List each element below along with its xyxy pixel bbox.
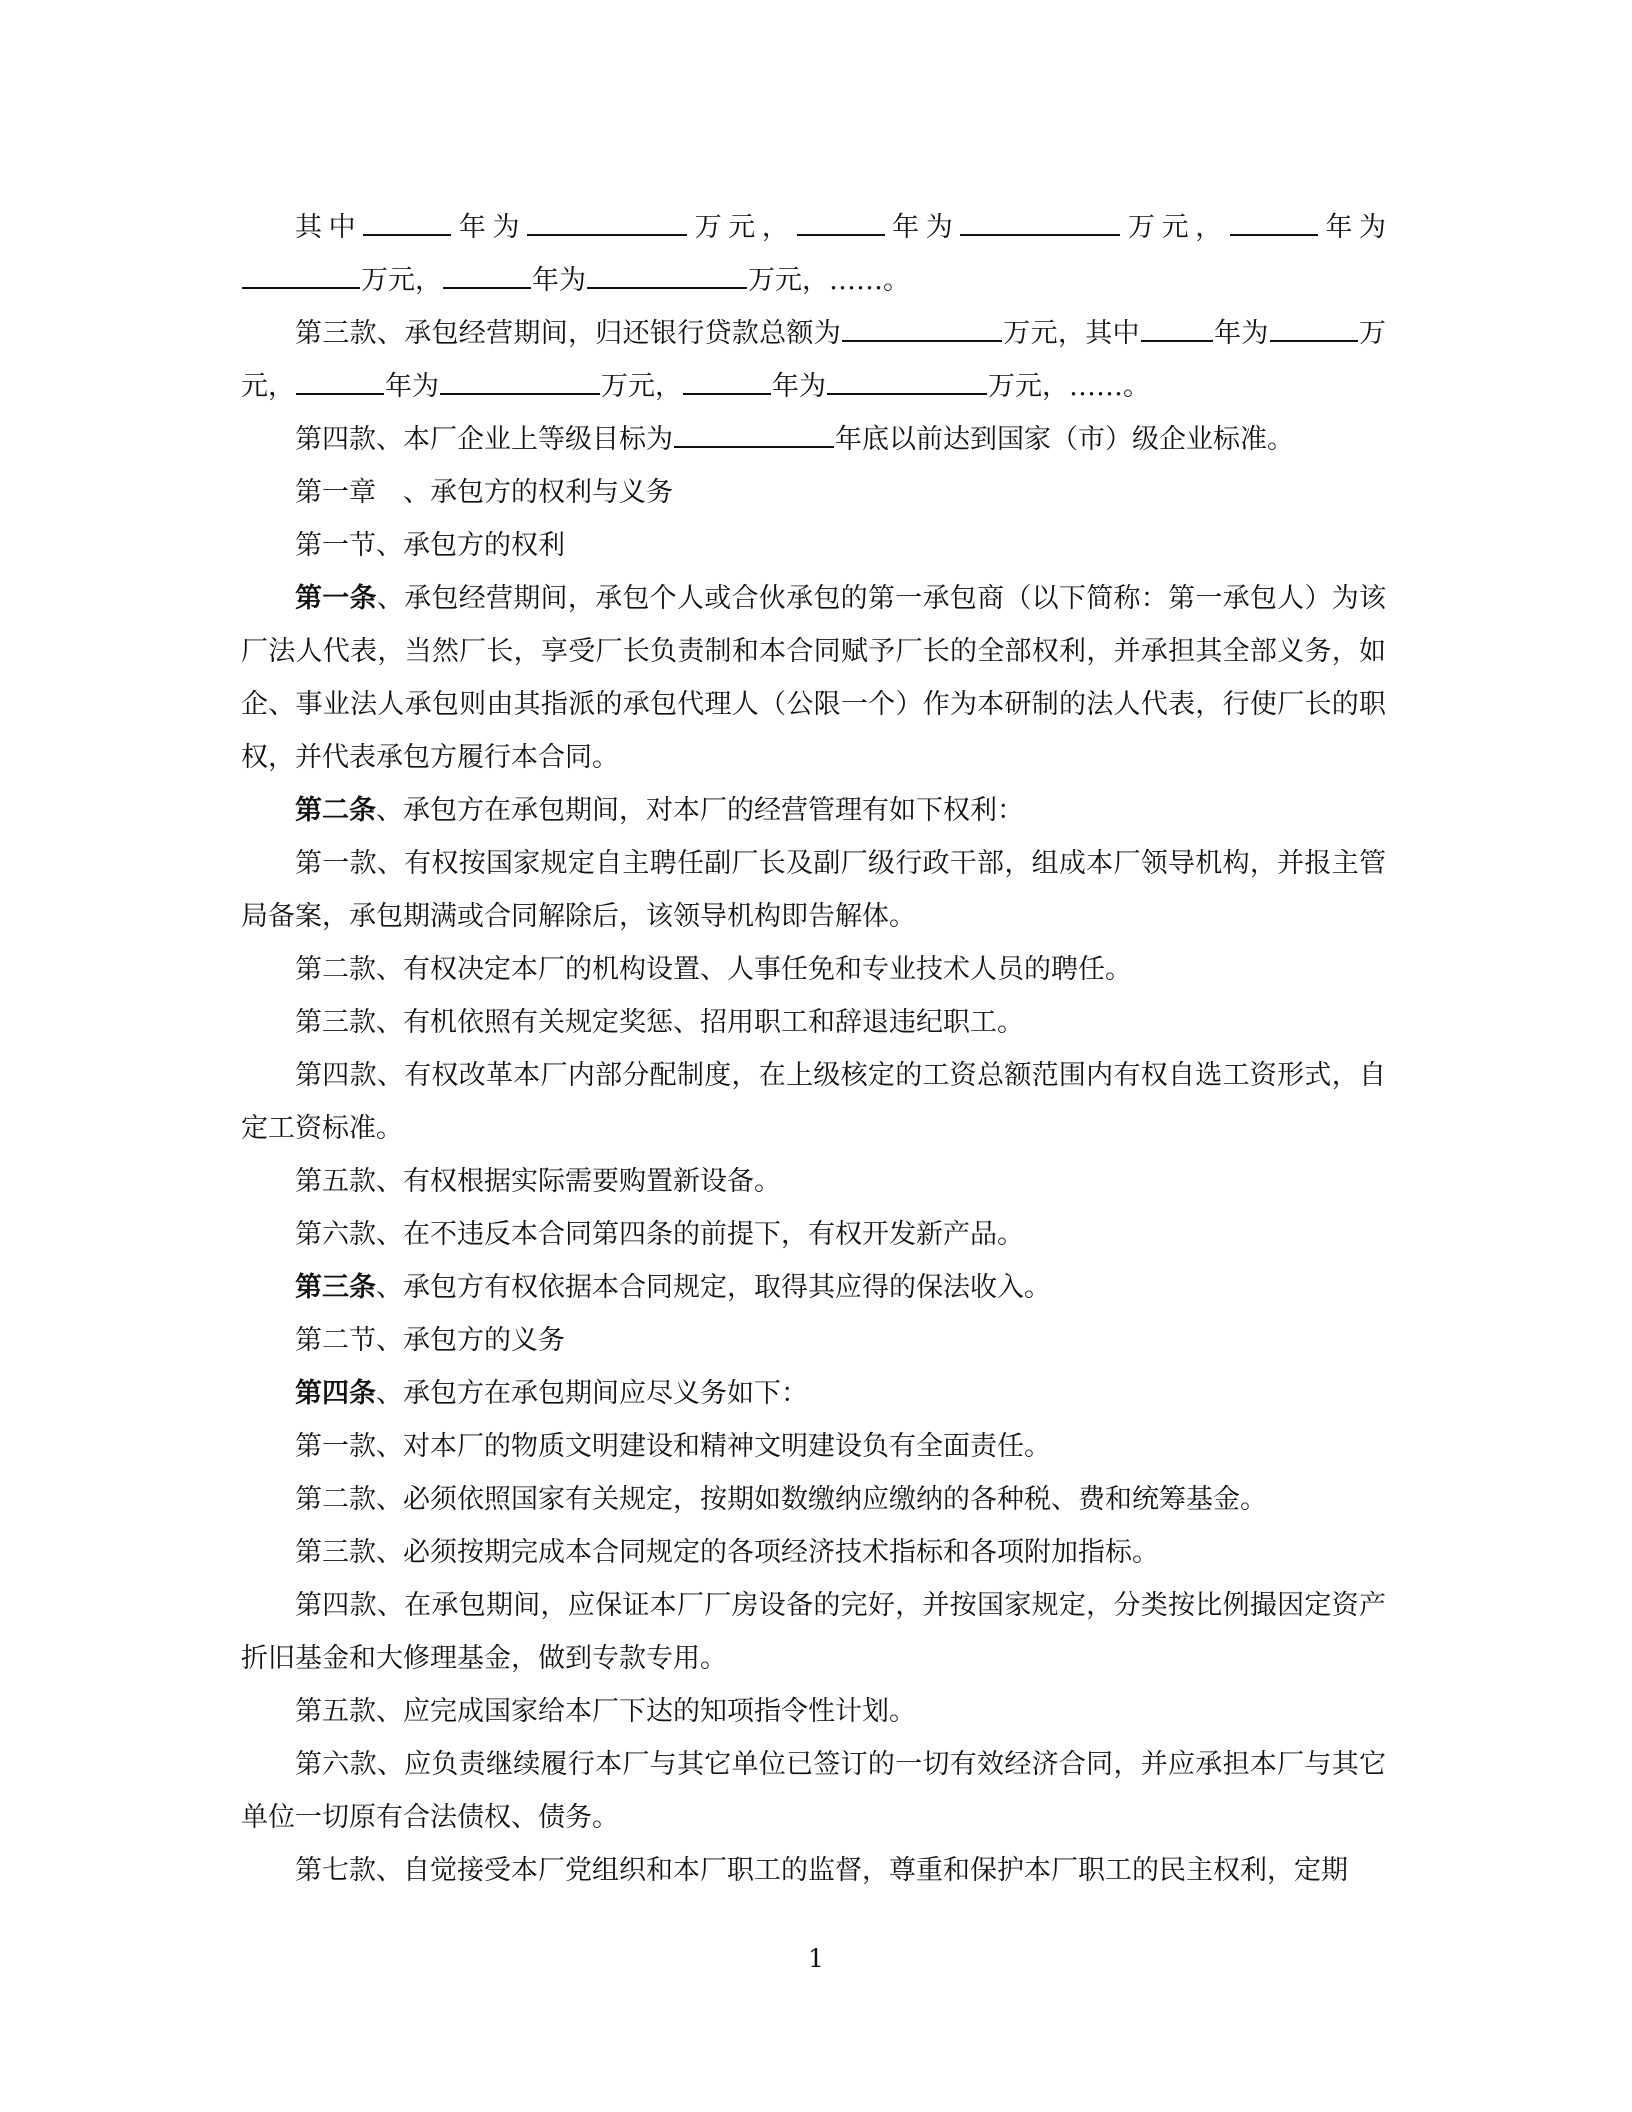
clause: 第一款、有权按国家规定自主聘任副厂长及副厂级行政干部，组成本厂领导机构，并报主管局备案，承包期满或合同解除后，该领导机构即告解体。 xyxy=(241,848,1386,932)
text-segment: 万元， xyxy=(1121,212,1229,243)
clause: 第三款、有机依照有关规定奖惩、招用职工和辞退违纪职工。 xyxy=(295,1007,1024,1038)
section-heading-rights xyxy=(241,519,1386,572)
clause: 第四款、在承包期间，应保证本厂厂房设备的完好，并按国家规定，分类按比例撮因定资产折旧基金和大修理基金，做到专款专用。 xyxy=(241,1590,1386,1674)
text-segment: 万元，其中 xyxy=(1003,318,1140,349)
chapter-heading xyxy=(241,466,1386,519)
blank-field[interactable] xyxy=(440,363,600,395)
article-label: 第四条 xyxy=(295,1378,376,1409)
text-segment: 第二节、承包方的义务 xyxy=(295,1325,565,1356)
blank-field[interactable] xyxy=(960,204,1120,236)
blank-field[interactable] xyxy=(587,257,747,289)
clause: 第五款、应完成国家给本厂下达的知项指令性计划。 xyxy=(295,1696,916,1727)
article-2 xyxy=(241,784,1386,837)
paragraph-amounts-by-year xyxy=(241,201,1386,307)
text-segment: 年为 xyxy=(772,371,826,402)
text-segment: 万元， xyxy=(241,318,1387,402)
article-label: 第三条 xyxy=(295,1272,376,1303)
clause: 第五款、有权根据实际需要购置新设备。 xyxy=(295,1166,781,1197)
text-segment: 、承包经营期间，承包个人或合伙承包的第一承包商（以下简称：第一承包人）为该厂法人代表，当然厂长，享受厂长负责制和本合同赋予厂长的全部权利，并承担其全部义务，如企、事业法人承包则由其指派的承包代理人（公限一个）作为本研制的法人代表，行使厂长的职权，并代表承包方履行本合同。 xyxy=(241,583,1387,773)
text-segment: 第一节、承包方的权利 xyxy=(295,530,565,561)
text-segment: 年为 xyxy=(532,265,586,296)
text-segment: 年为 xyxy=(885,212,960,243)
text-segment: 万元， xyxy=(688,212,796,243)
text-segment: 年为 xyxy=(385,371,439,402)
clause: 第六款、在不违反本合同第四条的前提下，有权开发新产品。 xyxy=(295,1219,1024,1250)
blank-field[interactable] xyxy=(797,204,885,236)
text-segment: 万元，……。 xyxy=(988,371,1150,402)
text-segment: 、承包方在承包期间应尽义务如下： xyxy=(376,1378,808,1409)
clause: 第六款、应负责继续履行本厂与其它单位已签订的一切有效经济合同，并应承担本厂与其它单位一切原有合法债权、债务。 xyxy=(241,1749,1386,1833)
clause: 第二款、有权决定本厂的机构设置、人事任免和专业技术人员的聘任。 xyxy=(295,954,1132,985)
blank-field[interactable] xyxy=(242,257,360,289)
blank-field[interactable] xyxy=(363,204,451,236)
text-segment: 、承包方有权依据本合同规定，取得其应得的保法收入。 xyxy=(376,1272,1051,1303)
clause: 第一款、对本厂的物质文明建设和精神文明建设负有全面责任。 xyxy=(295,1431,1051,1462)
text-segment: 万元， xyxy=(361,265,442,296)
clause: 第七款、自觉接受本厂党组织和本厂职工的监督，尊重和保护本厂职工的民主权利，定期 xyxy=(295,1855,1348,1886)
page-number: 1 xyxy=(808,1944,824,1973)
article-label: 第一条 xyxy=(295,583,377,614)
article-4 xyxy=(241,1367,1386,1420)
document-body xyxy=(241,201,1386,1897)
article-3 xyxy=(241,1261,1386,1314)
text-segment: 万元， xyxy=(601,371,682,402)
blank-field[interactable] xyxy=(1230,204,1318,236)
text-segment: 第四款、本厂企业上等级目标为 xyxy=(295,424,673,455)
text-segment: 年为 xyxy=(1213,318,1269,349)
text-segment: 年底以前达到国家（市）级企业标准。 xyxy=(835,424,1294,455)
paragraph-grade-target xyxy=(241,413,1386,466)
text-segment: 第三款、承包经营期间，归还银行贷款总额为 xyxy=(295,318,841,349)
blank-field[interactable] xyxy=(674,416,834,448)
section-heading-obligations xyxy=(241,1314,1386,1367)
text-segment: 年为 xyxy=(452,212,527,243)
article-label: 第二条 xyxy=(295,795,376,826)
article-1 xyxy=(241,572,1386,784)
blank-field[interactable] xyxy=(443,257,531,289)
blank-field[interactable] xyxy=(842,310,1002,342)
blank-field[interactable] xyxy=(296,363,384,395)
paragraph-loan-repayment xyxy=(241,307,1386,413)
clause: 第三款、必须按期完成本合同规定的各项经济技术指标和各项附加指标。 xyxy=(295,1537,1159,1568)
blank-field[interactable] xyxy=(1141,310,1213,342)
clause: 第二款、必须依照国家有关规定，按期如数缴纳应缴纳的各种税、费和统筹基金。 xyxy=(295,1484,1267,1515)
text-segment: 万元，……。 xyxy=(748,265,910,296)
text-segment: 其中 xyxy=(295,212,363,243)
clause: 第四款、有权改革本厂内部分配制度，在上级核定的工资总额范围内有权自选工资形式，自定工资标准。 xyxy=(241,1060,1386,1144)
blank-field[interactable] xyxy=(827,363,987,395)
blank-field[interactable] xyxy=(683,363,771,395)
text-segment: 第一章 、承包方的权利与义务 xyxy=(295,477,673,508)
text-segment: 、承包方在承包期间，对本厂的经营管理有如下权利： xyxy=(376,795,1024,826)
text-segment: 年为 xyxy=(1318,212,1387,243)
blank-field[interactable] xyxy=(1270,310,1358,342)
blank-field[interactable] xyxy=(527,204,687,236)
